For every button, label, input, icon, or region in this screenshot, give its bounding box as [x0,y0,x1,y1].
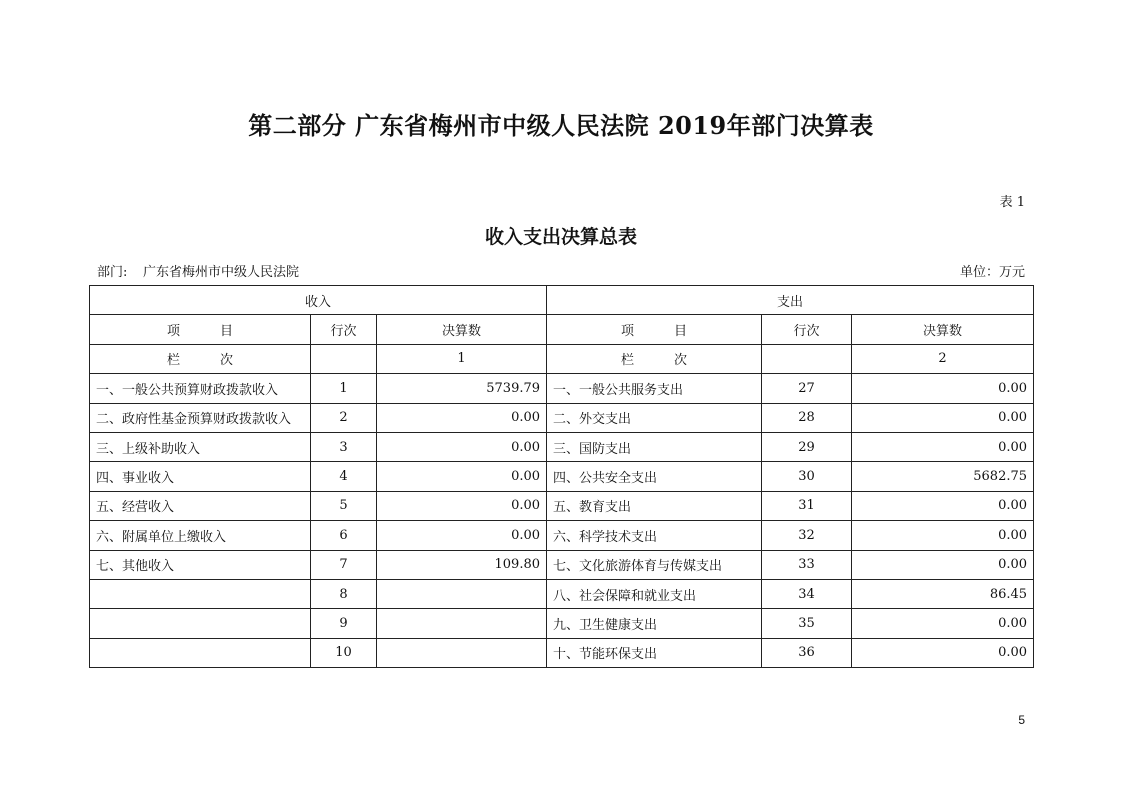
expend-item-cell: 八、社会保障和就业支出 [547,579,762,608]
department-name: 广东省梅州市中级人民法院 [143,265,300,280]
table-row [90,491,1034,520]
income-amount-cell [377,579,547,608]
expend-line-cell: 27 [762,374,852,403]
item-header-a: 项 [166,324,180,340]
income-section-header: 收入 [90,286,547,315]
income-col-label [90,344,311,373]
expend-amount-cell: 0.00 [852,638,1034,667]
unit-label: 单位：万元 [959,265,1025,280]
income-amount-cell: 109.80 [377,550,547,579]
item-header-a: 项 [621,324,635,340]
expend-line-cell: 36 [762,638,852,667]
table-row [90,550,1034,579]
income-line-cell: 1 [311,374,377,403]
col-label-b: 次 [220,353,234,369]
expend-item-cell: 二、外交支出 [547,403,762,432]
expend-amount-cell: 0.00 [852,374,1034,403]
expend-line-cell: 30 [762,462,852,491]
expend-item-cell: 六、科学技术支出 [547,521,762,550]
expend-item-cell: 四、公共安全支出 [547,462,762,491]
table-number: 表 1 [999,195,1025,210]
expend-amount-cell: 0.00 [852,550,1034,579]
income-line-cell: 5 [311,491,377,520]
income-line-cell: 10 [311,638,377,667]
col-label-a: 栏 [166,353,180,369]
income-line-cell: 3 [311,432,377,461]
income-item-cell: 五、经营收入 [90,491,311,520]
expend-line-cell: 32 [762,521,852,550]
income-amount-cell: 0.00 [377,432,547,461]
income-amount-cell: 0.00 [377,521,547,550]
expend-line-cell: 35 [762,609,852,638]
income-item-header [90,315,311,344]
expend-amount-cell: 0.00 [852,521,1034,550]
income-item-cell [90,609,311,638]
income-line-cell: 4 [311,462,377,491]
table-row [90,609,1034,638]
income-item-cell [90,579,311,608]
table-row [90,462,1034,491]
header-row-columns [90,315,1034,344]
expend-amount-header: 决算数 [852,315,1034,344]
item-header-b: 目 [220,324,234,340]
income-item-cell: 三、上级补助收入 [90,432,311,461]
header-row-sections [90,286,1034,315]
income-item-cell: 二、政府性基金预算财政拨款收入 [90,403,311,432]
income-item-cell: 七、其他收入 [90,550,311,579]
expend-amount-cell: 5682.75 [852,462,1034,491]
expend-col-number: 2 [852,344,1034,373]
header-row-column-numbers [90,344,1034,373]
item-header-b: 目 [674,324,688,340]
expend-item-header [547,315,762,344]
income-line-header: 行次 [311,315,377,344]
income-line-cell: 7 [311,550,377,579]
department-label: 部门: [97,265,128,280]
income-amount-cell: 0.00 [377,403,547,432]
income-item-cell: 一、一般公共预算财政拨款收入 [90,374,311,403]
expend-amount-cell: 0.00 [852,403,1034,432]
income-line-cell: 8 [311,579,377,608]
col-label-b: 次 [674,353,688,369]
expend-item-cell: 五、教育支出 [547,491,762,520]
income-item-cell: 四、事业收入 [90,462,311,491]
income-line-cell: 9 [311,609,377,638]
income-amount-header: 决算数 [377,315,547,344]
expend-item-cell: 七、文化旅游体育与传媒支出 [547,550,762,579]
expend-line-cell: 29 [762,432,852,461]
table-row [90,638,1034,667]
page-title: 第二部分 广东省梅州市中级人民法院 2019年部门决算表 [248,111,874,140]
expend-col-label [547,344,762,373]
expend-amount-cell: 0.00 [852,609,1034,638]
income-amount-cell [377,638,547,667]
expend-line-cell: 34 [762,579,852,608]
expend-line-cell: 31 [762,491,852,520]
income-col-line-blank [311,344,377,373]
department-info [97,261,299,280]
page-number: 5 [1018,713,1025,727]
income-expenditure-table [89,285,1034,668]
income-amount-cell [377,609,547,638]
expend-amount-cell: 0.00 [852,432,1034,461]
table-row [90,432,1034,461]
table-title: 收入支出决算总表 [484,226,637,248]
table-row [90,579,1034,608]
expend-line-header: 行次 [762,315,852,344]
income-line-cell: 6 [311,521,377,550]
table-row [90,521,1034,550]
expenditure-section-header: 支出 [547,286,1034,315]
expend-line-cell: 28 [762,403,852,432]
income-col-number: 1 [377,344,547,373]
income-item-cell [90,638,311,667]
income-amount-cell: 0.00 [377,462,547,491]
expend-item-cell: 十、节能环保支出 [547,638,762,667]
table-row [90,374,1034,403]
expend-line-cell: 33 [762,550,852,579]
expend-item-cell: 一、一般公共服务支出 [547,374,762,403]
expend-col-line-blank [762,344,852,373]
expend-amount-cell: 86.45 [852,579,1034,608]
expend-item-cell: 九、卫生健康支出 [547,609,762,638]
income-item-cell: 六、附属单位上缴收入 [90,521,311,550]
income-amount-cell: 5739.79 [377,374,547,403]
expend-amount-cell: 0.00 [852,491,1034,520]
expend-item-cell: 三、国防支出 [547,432,762,461]
income-line-cell: 2 [311,403,377,432]
col-label-a: 栏 [621,353,635,369]
table-row [90,403,1034,432]
income-amount-cell: 0.00 [377,491,547,520]
